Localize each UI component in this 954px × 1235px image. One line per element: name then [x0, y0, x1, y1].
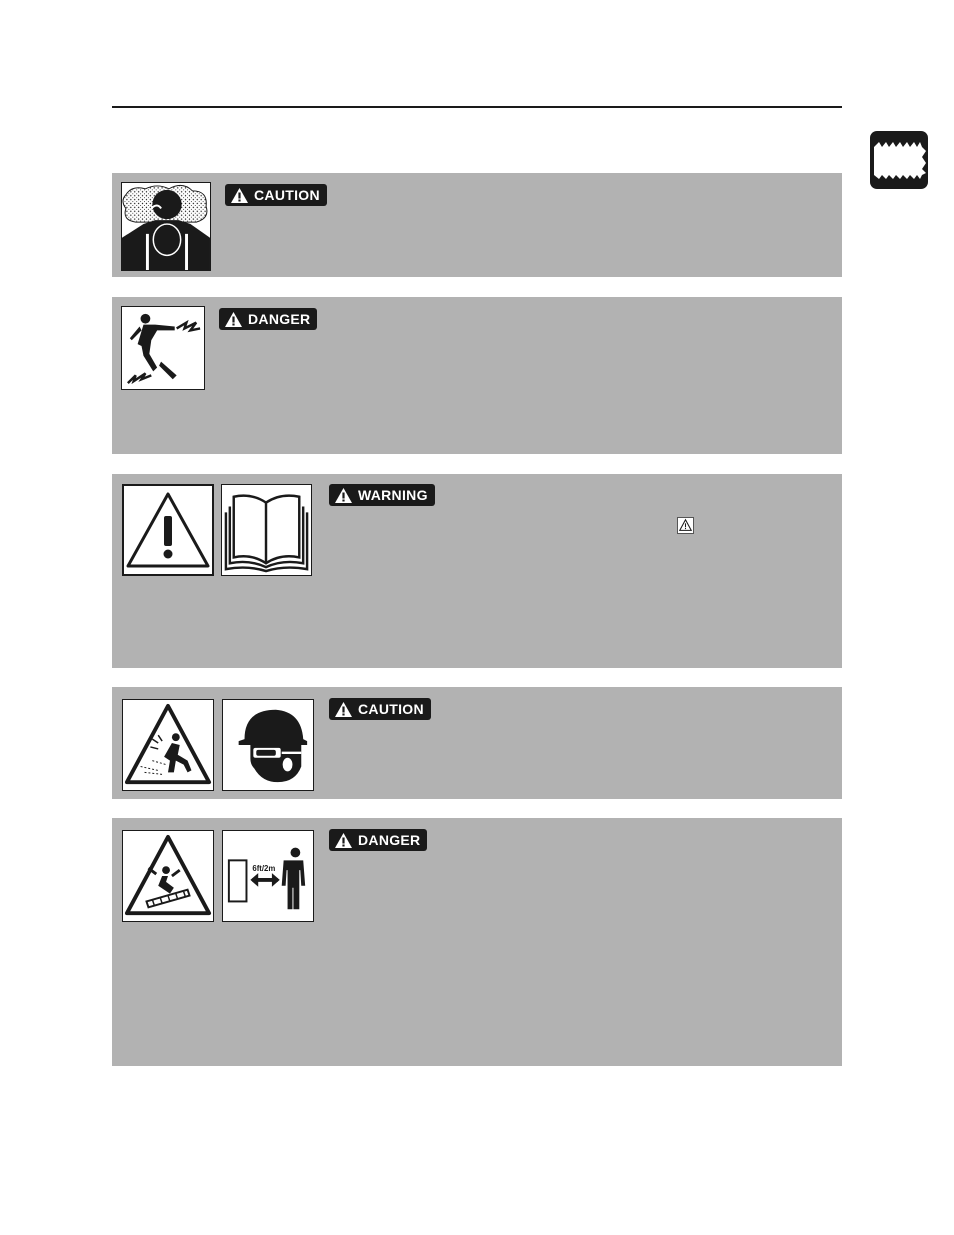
danger-electric-panel: [112, 297, 842, 454]
operator-manual-icon: [221, 484, 312, 576]
warning-triangle-icon: [230, 187, 249, 204]
inline-alert-symbol-icon: [677, 517, 694, 534]
caution-dust-panel: [112, 173, 842, 277]
dust-inhalation-icon: [121, 182, 211, 271]
electric-shock-icon: [121, 306, 205, 390]
warning-badge: [329, 484, 435, 506]
badge-label: DANGER: [248, 311, 311, 327]
distance-label: 6ft/2m: [252, 864, 276, 874]
chain-saw-tab-icon: [870, 131, 928, 189]
warning-triangle-icon: [334, 701, 353, 718]
warning-triangle-icon: [334, 487, 353, 504]
warning-triangle-icon: [334, 832, 353, 849]
flying-debris-icon: [122, 699, 214, 791]
danger-badge: [329, 829, 427, 851]
danger-badge: [219, 308, 317, 330]
badge-label: CAUTION: [254, 187, 320, 203]
warning-manual-panel: [112, 474, 842, 668]
entanglement-icon: [122, 830, 214, 922]
hardhat-goggles-icon: [222, 699, 314, 791]
caution-badge: [329, 698, 431, 720]
caution-ppe-panel: [112, 687, 842, 799]
badge-label: WARNING: [358, 487, 428, 503]
danger-entanglement-panel: [112, 818, 842, 1066]
warning-triangle-icon: [224, 311, 243, 328]
badge-label: DANGER: [358, 832, 421, 848]
header-rule: [112, 106, 842, 108]
alert-symbol-icon: [122, 484, 214, 576]
caution-badge: [225, 184, 327, 206]
badge-label: CAUTION: [358, 701, 424, 717]
keep-distance-icon: [222, 830, 314, 922]
